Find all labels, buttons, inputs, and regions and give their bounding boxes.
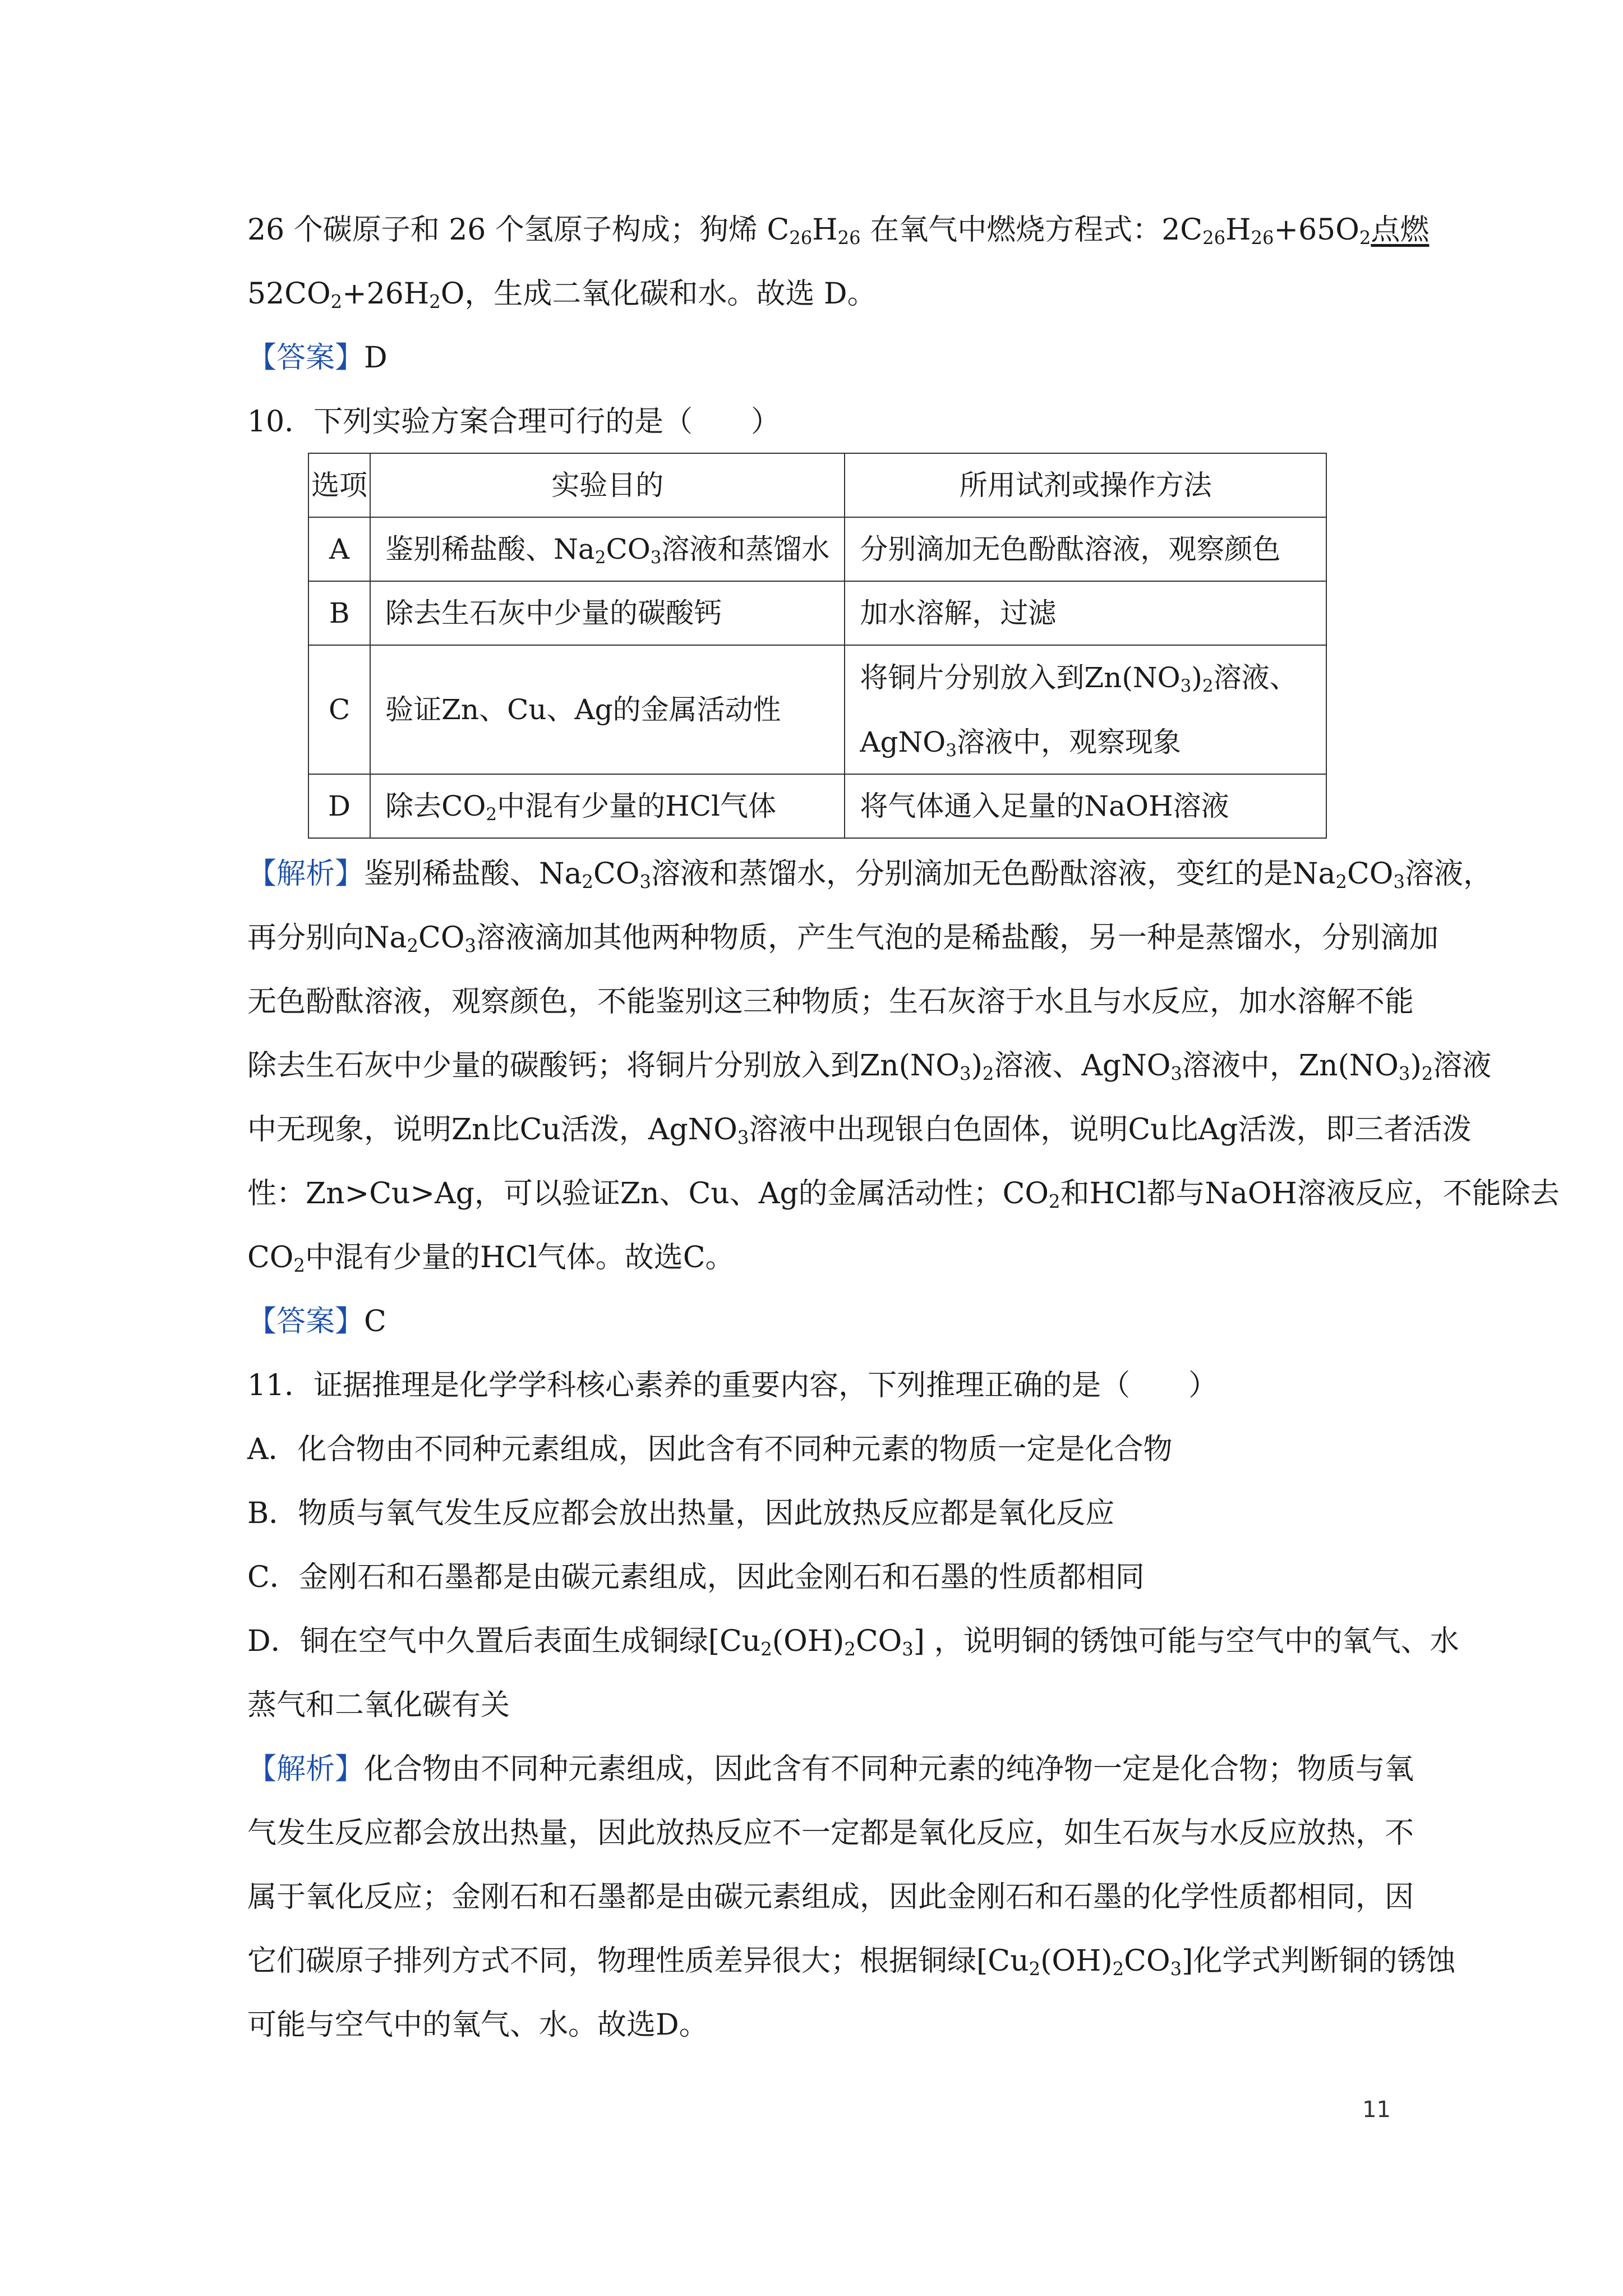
row-purpose: 除去$CO_2$中混有少量的HCl气体 [370, 774, 845, 838]
row-option: A [308, 517, 370, 581]
q10-analysis-line-3: 无色酚酞溶液，观察颜色，不能鉴别这三种物质；生石灰溶于水且与水反应，加水溶解不能 [247, 985, 1414, 1019]
q11-option-c: C．金刚石和石墨都是由碳元素组成，因此金刚石和石墨的性质都相同 [247, 1561, 1145, 1594]
q11-option-d-line-2: 蒸气和二氧化碳有关 [247, 1688, 510, 1722]
q11-analysis-line-4: 它们碳原子排列方式不同，物理性质差异很大；根据铜绿$[Cu_2(OH)_2CO_3]$化学式判断铜的锈蚀 [247, 1944, 1456, 1980]
q10-answer: 【答案】C [247, 1305, 386, 1338]
row-method: 将铜片分别放入到$Zn(NO_3)_2$溶液、 AgNO$_3$溶液中，观察现象 [845, 645, 1326, 774]
row-method: 分别滴加无色酚酞溶液，观察颜色 [845, 517, 1326, 581]
row-option: B [308, 581, 370, 645]
q11-analysis-line-3: 属于氧化反应；金刚石和石墨都是由碳元素组成，因此金刚石和石墨的化学性质都相同，因 [247, 1880, 1414, 1914]
header-method: 所用试剂或操作方法 [845, 453, 1326, 517]
q10-stem: 10．下列实验方案合理可行的是（ ） [247, 405, 781, 439]
q10-analysis-line-6: 性：Zn>Cu>Ag，可以验证Zn、Cu、Ag的金属活动性；$CO_2$和HCl都与NaOH溶液反应，不能除去 [247, 1177, 1560, 1213]
table-row [308, 774, 1326, 838]
analysis-label: 【解析】 [247, 857, 365, 891]
reaction-condition: 点燃 [1371, 213, 1430, 247]
row-method: 将气体通入足量的NaOH溶液 [845, 774, 1326, 838]
q11-analysis-line-1: 【解析】化合物由不同种元素组成，因此含有不同种元素的纯净物一定是化合物；物质与氧 [247, 1752, 1414, 1786]
row-option: D [308, 774, 370, 838]
q10-analysis-line-1: 【解析】鉴别稀盐酸、$Na_2CO_3$溶液和蒸馏水，分别滴加无色酚酞溶液，变红的是$Na_2CO_3$溶液， [247, 857, 1492, 893]
q11-analysis-line-5: 可能与空气中的氧气、水。故选D。 [247, 2008, 708, 2042]
analysis-label: 【解析】 [247, 1752, 365, 1786]
q9-answer: 【答案】D [247, 341, 388, 375]
row-purpose: 验证Zn、Cu、Ag的金属活动性 [370, 645, 845, 774]
q9-analysis-line-2: $52CO_2+26H_2O$，生成二氧化碳和水。故选 D。 [247, 277, 877, 313]
q11-option-a: A．化合物由不同种元素组成，因此含有不同种元素的物质一定是化合物 [247, 1433, 1173, 1466]
table-row [308, 645, 1326, 774]
q11-analysis-line-2: 气发生反应都会放出热量，因此放热反应不一定都是氧化反应，如生石灰与水反应放热，不 [247, 1816, 1414, 1850]
table-header-row [308, 453, 1326, 517]
answer-label: 【答案】 [247, 341, 365, 375]
answer-label: 【答案】 [247, 1305, 365, 1338]
q11-option-b: B．物质与氧气发生反应都会放出热量，因此放热反应都是氧化反应 [247, 1497, 1115, 1530]
table-row [308, 517, 1326, 581]
q11-option-d-line-1: D．铜在空气中久置后表面生成铜绿$[Cu_2(OH)_2CO_3]$ ，说明铜的锈蚀可能与空气中的氧气、水 [247, 1625, 1459, 1660]
header-option: 选项 [308, 453, 370, 517]
row-purpose: 除去生石灰中少量的碳酸钙 [370, 581, 845, 645]
row-method: 加水溶解，过滤 [845, 581, 1326, 645]
q10-analysis-line-7: $CO_2$中混有少量的HCl气体。故选C。 [247, 1241, 735, 1277]
q10-analysis-line-5: 中无现象，说明Zn比Cu活泼，AgNO$_3$溶液中出现银白色固体，说明Cu比Ag活泼，即三者活泼 [247, 1113, 1472, 1149]
q9-analysis-line-1: 26 个碳原子和 26 个氢原子构成；狗烯 $C_{26}H_{26}$ 在氧气中燃烧方程式：$2C_{26}H_{26}+65O_2$点燃 [247, 213, 1430, 249]
row-purpose: 鉴别稀盐酸、$Na_2CO_3$溶液和蒸馏水 [370, 517, 845, 581]
header-purpose: 实验目的 [370, 453, 845, 517]
table-row [308, 581, 1326, 645]
q10-analysis-line-2: 再分别向$Na_2CO_3$溶液滴加其他两种物质，产生气泡的是稀盐酸，另一种是蒸馏水，分别滴加 [247, 921, 1438, 957]
q10-analysis-line-4: 除去生石灰中少量的碳酸钙；将铜片分别放入到$Zn(NO_3)_2$溶液、AgNO$_3$溶液中，$Zn(NO_3)_2$溶液 [247, 1049, 1492, 1085]
row-option: C [308, 645, 370, 774]
q11-stem: 11．证据推理是化学学科核心素养的重要内容，下列推理正确的是（ ） [247, 1369, 1218, 1402]
page-number: 11 [1362, 2097, 1391, 2123]
experiment-table [308, 453, 1327, 839]
